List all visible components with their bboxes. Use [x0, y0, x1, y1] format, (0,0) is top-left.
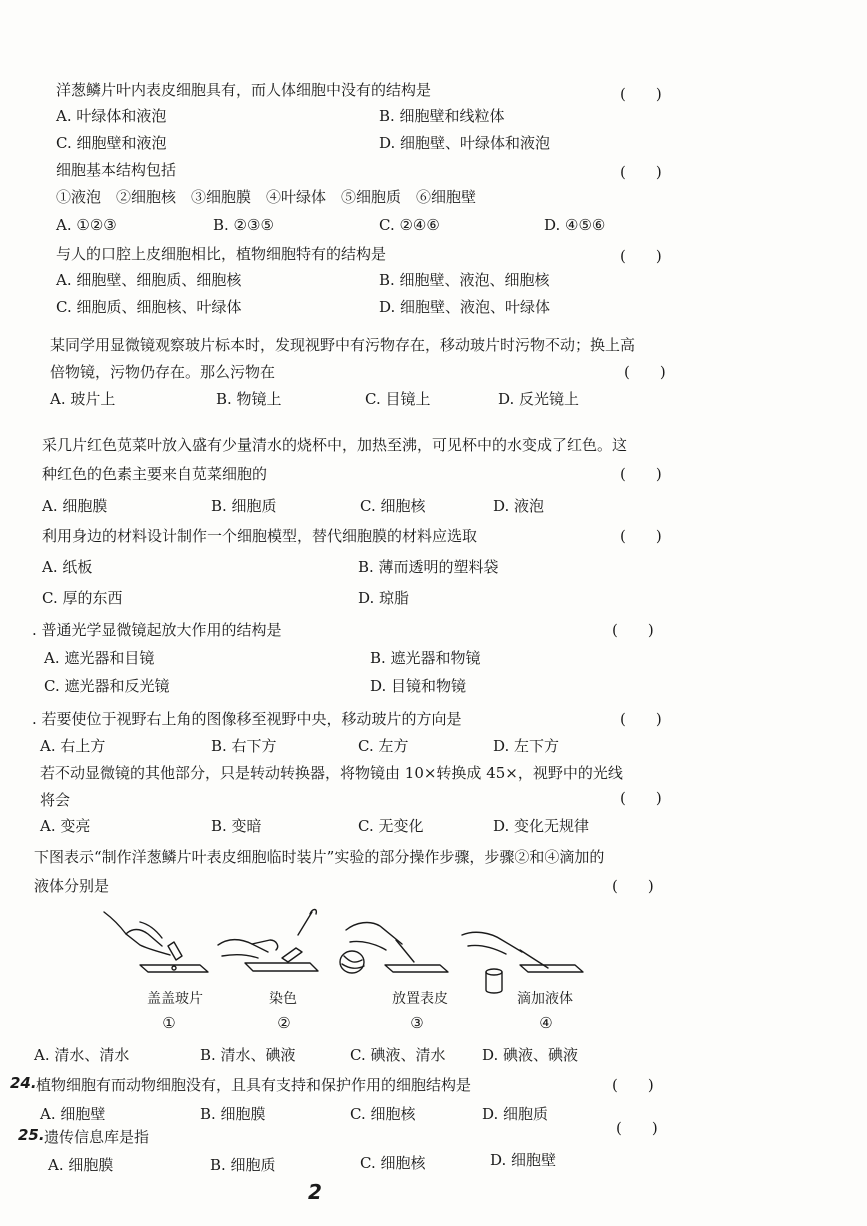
step4-caption: 滴加液体 [517, 991, 573, 1007]
step4-slide-icon [520, 965, 583, 972]
page-number: 2 [308, 1180, 322, 1204]
beaker-icon [486, 969, 502, 993]
q8-answer-bracket[interactable]: ( ) [620, 710, 662, 728]
q4-option-d: D. 反光镜上 [498, 390, 580, 408]
q10-answer-bracket[interactable]: ( ) [612, 877, 654, 895]
onion-icon [340, 951, 364, 973]
q5-option-d: D. 液泡 [493, 497, 545, 515]
q5-answer-bracket[interactable]: ( ) [620, 465, 662, 483]
q10-option-d: D. 碘液、碘液 [482, 1046, 579, 1064]
q10-option-b: B. 清水、碘液 [200, 1046, 296, 1064]
q25-option-d: D. 细胞壁 [490, 1151, 557, 1169]
step1-caption: 盖盖玻片 [147, 991, 203, 1007]
q24-stem: 植物细胞有而动物细胞没有，且具有支持和保护作用的细胞结构是 [36, 1076, 472, 1094]
step2-number: ② [277, 1014, 291, 1032]
q4-option-c: C. 目镜上 [365, 390, 431, 408]
step1-hand-icon [104, 912, 182, 960]
q2-option-a: A. ①②③ [56, 216, 117, 234]
q5-option-c: C. 细胞核 [360, 497, 426, 515]
q24-option-a: A. 细胞壁 [40, 1105, 106, 1123]
q25-number: 25. [18, 1126, 45, 1144]
q2-option-d: D. ④⑤⑥ [544, 216, 606, 234]
q2-stem: 细胞基本结构包括 [56, 161, 177, 179]
step3-caption: 放置表皮 [392, 991, 448, 1007]
q7-answer-bracket[interactable]: ( ) [612, 621, 654, 639]
q6-option-b: B. 薄而透明的塑料袋 [358, 558, 499, 576]
q1-stem: 洋葱鳞片叶内表皮细胞具有，而人体细胞中没有的结构是 [56, 81, 432, 99]
step3-hand-icon [346, 923, 414, 962]
q5-stem-line1: 采几片红色苋菜叶放入盛有少量清水的烧杯中，加热至沸，可见杯中的水变成了红色。这 [42, 436, 628, 454]
q9-answer-bracket[interactable]: ( ) [620, 789, 662, 807]
q6-answer-bracket[interactable]: ( ) [620, 527, 662, 545]
step3-slide-icon [385, 965, 448, 972]
q10-option-c: C. 碘液、清水 [350, 1046, 446, 1064]
q1-option-b: B. 细胞壁和线粒体 [379, 107, 505, 125]
q25-option-a: A. 细胞膜 [48, 1156, 114, 1174]
q3-stem: 与人的口腔上皮细胞相比，植物细胞特有的结构是 [56, 245, 387, 263]
q8-option-d: D. 左下方 [493, 737, 560, 755]
q7-stem: . 普通光学显微镜起放大作用的结构是 [32, 621, 282, 639]
step1-drop-icon [172, 966, 176, 970]
q6-option-d: D. 琼脂 [358, 589, 410, 607]
q3-option-d: D. 细胞壁、液泡、叶绿体 [379, 298, 551, 316]
q9-option-a: A. 变亮 [40, 817, 91, 835]
q1-answer-bracket[interactable]: ( ) [620, 85, 662, 103]
step2-slide-icon [245, 963, 318, 971]
q2-option-b: B. ②③⑤ [213, 216, 274, 234]
step4-hand-icon [462, 932, 548, 968]
q4-option-b: B. 物镜上 [216, 390, 282, 408]
q25-option-c: C. 细胞核 [360, 1154, 426, 1172]
q10-stem-line2: 液体分别是 [34, 877, 110, 895]
q10-stem-line1: 下图表示“制作洋葱鳞片叶表皮细胞临时装片”实验的部分操作步骤，步骤②和④滴加的 [34, 848, 605, 866]
q6-option-a: A. 纸板 [42, 558, 93, 576]
q25-answer-bracket[interactable]: ( ) [616, 1119, 658, 1137]
q24-option-d: D. 细胞质 [482, 1105, 549, 1123]
q24-option-c: C. 细胞核 [350, 1105, 416, 1123]
q24-number: 24. [10, 1074, 37, 1092]
q3-option-a: A. 细胞壁、细胞质、细胞核 [56, 271, 242, 289]
q3-option-c: C. 细胞质、细胞核、叶绿体 [56, 298, 242, 316]
q3-option-b: B. 细胞壁、液泡、细胞核 [379, 271, 550, 289]
step4-number: ④ [539, 1014, 553, 1032]
q10-option-a: A. 清水、清水 [34, 1046, 130, 1064]
q1-option-c: C. 细胞壁和液泡 [56, 134, 167, 152]
q8-stem: . 若要使位于视野右上角的图像移至视野中央，移动玻片的方向是 [32, 710, 462, 728]
q1-option-a: A. 叶绿体和液泡 [56, 107, 167, 125]
step2-dropper-icon [298, 912, 312, 935]
q4-option-a: A. 玻片上 [50, 390, 116, 408]
q4-answer-bracket[interactable]: ( ) [624, 363, 666, 381]
q7-option-b: B. 遮光器和物镜 [370, 649, 481, 667]
q4-stem-line1: 某同学用显微镜观察玻片标本时，发现视野中有污物存在，移动玻片时污物不动；换上高 [50, 336, 636, 354]
q1-option-d: D. 细胞壁、叶绿体和液泡 [379, 134, 551, 152]
q6-stem: 利用身边的材料设计制作一个细胞模型，替代细胞膜的材料应选取 [42, 527, 478, 545]
q25-option-b: B. 细胞质 [210, 1156, 276, 1174]
q7-option-a: A. 遮光器和目镜 [44, 649, 155, 667]
q9-option-b: B. 变暗 [211, 817, 262, 835]
q6-option-c: C. 厚的东西 [42, 589, 123, 607]
q9-option-d: D. 变化无规律 [493, 817, 590, 835]
q8-option-c: C. 左方 [358, 737, 409, 755]
q8-option-a: A. 右上方 [40, 737, 106, 755]
q9-stem-line1: 若不动显微镜的其他部分，只是转动转换器，将物镜由 10×转换成 45×，视野中的光线 [40, 764, 623, 782]
q2-option-c: C. ②④⑥ [379, 216, 440, 234]
q2-answer-bracket[interactable]: ( ) [620, 163, 662, 181]
q9-option-c: C. 无变化 [358, 817, 424, 835]
q2-items: ①液泡 ②细胞核 ③细胞膜 ④叶绿体 ⑤细胞质 ⑥细胞壁 [56, 188, 477, 206]
step2-hand-icon [218, 940, 278, 958]
q24-answer-bracket[interactable]: ( ) [612, 1076, 654, 1094]
q9-stem-line2: 将会 [40, 791, 71, 809]
step3-number: ③ [410, 1014, 424, 1032]
step2-coverslip-icon [282, 948, 302, 962]
q7-option-c: C. 遮光器和反光镜 [44, 677, 170, 695]
q5-stem-line2: 种红色的色素主要来自苋菜细胞的 [42, 465, 268, 483]
step1-number: ① [162, 1014, 176, 1032]
q25-stem: 遗传信息库是指 [44, 1128, 150, 1146]
q24-option-b: B. 细胞膜 [200, 1105, 266, 1123]
q7-option-d: D. 目镜和物镜 [370, 677, 467, 695]
q5-option-b: B. 细胞质 [211, 497, 277, 515]
q5-option-a: A. 细胞膜 [42, 497, 108, 515]
step2-caption: 染色 [269, 991, 297, 1007]
q3-answer-bracket[interactable]: ( ) [620, 247, 662, 265]
q4-stem-line2: 倍物镜，污物仍存在。那么污物在 [50, 363, 276, 381]
q8-option-b: B. 右下方 [211, 737, 277, 755]
